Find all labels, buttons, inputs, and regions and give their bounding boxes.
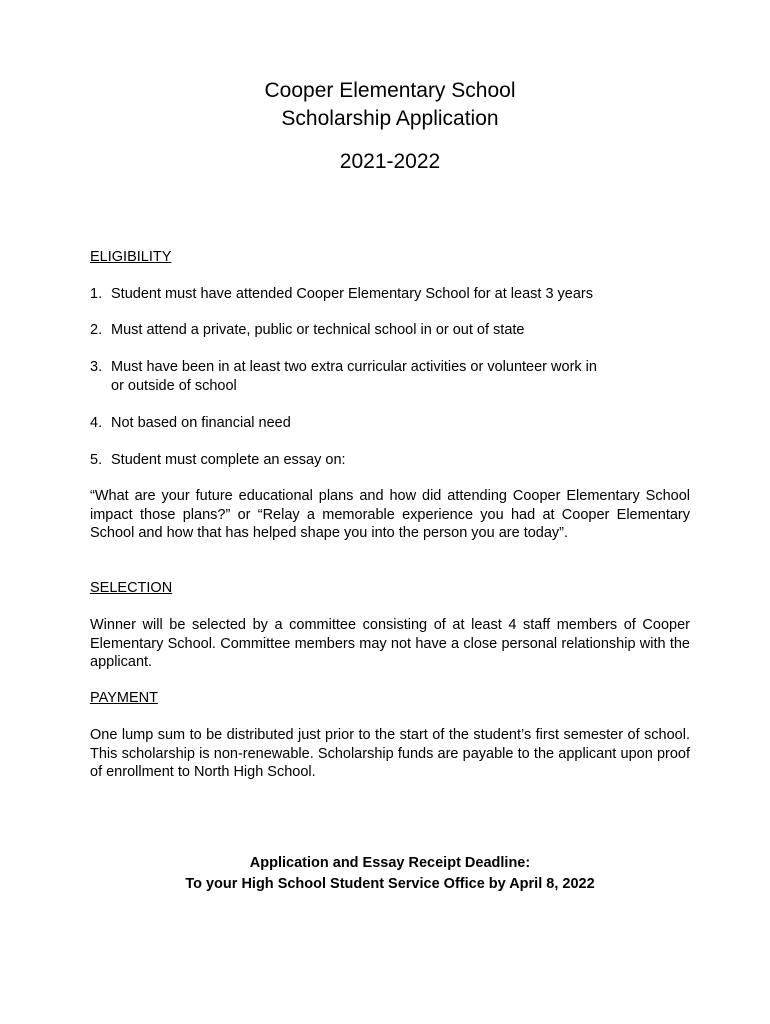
eligibility-item — [90, 451, 690, 470]
eligibility-item — [90, 285, 690, 304]
eligibility-item — [90, 358, 690, 395]
selection-text: Winner will be selected by a committee consisting of at least 4 staff members of Cooper Elementary School. Committee members may not have a close personal relationship with the applicant. — [90, 617, 690, 670]
item-text: Student must have attended Cooper Elementary School for at least 3 years — [111, 286, 593, 302]
eligibility-item — [90, 321, 690, 340]
school-name: Cooper Elementary School — [264, 79, 516, 102]
payment-heading: PAYMENT — [90, 690, 158, 706]
item-text: Not based on financial need — [111, 415, 291, 431]
item-text: Student must complete an essay on: — [111, 452, 346, 468]
document-title — [0, 77, 770, 133]
item-number: 2. — [90, 322, 103, 338]
item-number: 3. — [90, 359, 103, 375]
item-number: 4. — [90, 415, 103, 431]
payment-text: One lump sum to be distributed just prior to the start of the student’s first semester of school. This scholarship is non-renewable. Scholarship funds are payable to the applicant upon proof of enrollment to North High School. — [90, 727, 690, 780]
deadline-line-1: Application and Essay Receipt Deadline: — [249, 855, 531, 871]
form-title: Scholarship Application — [281, 107, 499, 130]
item-number: 5. — [90, 452, 103, 468]
eligibility-heading: ELIGIBILITY — [90, 249, 172, 265]
essay-prompt: “What are your future educational plans and how did attending Cooper Elementary School impact those plans?” or “Relay a memorable experience you had at Cooper Elementary School and how that has helped shape you into the person you are today”. — [90, 488, 690, 541]
deadline-notice — [0, 853, 770, 895]
eligibility-item — [90, 414, 690, 433]
selection-heading: SELECTION — [90, 580, 173, 596]
item-text-continuation: or outside of school — [111, 377, 237, 394]
item-number: 1. — [90, 286, 103, 302]
school-year: 2021-2022 — [339, 150, 441, 173]
item-text: Must have been in at least two extra curricular activities or volunteer work in — [111, 359, 597, 375]
deadline-line-2: To your High School Student Service Office by April 8, 2022 — [185, 876, 595, 892]
item-text: Must attend a private, public or technical school in or out of state — [111, 322, 525, 338]
